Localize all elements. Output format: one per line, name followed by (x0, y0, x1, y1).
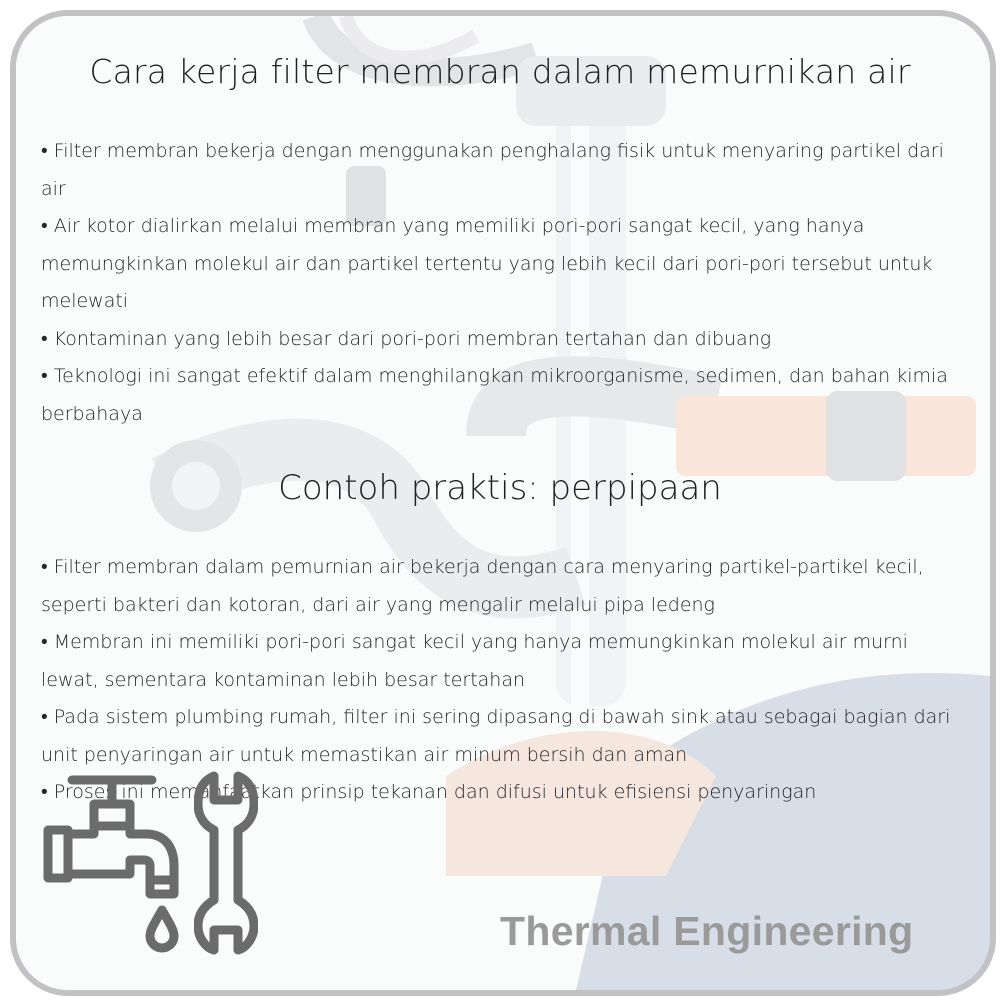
list-item: • Membran ini memiliki pori-pori sangat kecil yang hanya memungkinkan molekul air murni lewat, sementara kontaminan lebih besar tertahan (41, 624, 966, 699)
brand-watermark: Thermal Engineering (500, 908, 914, 954)
section-heading: Contoh praktis: perpipaan (278, 468, 722, 508)
page-title: Cara kerja filter membran dalam memurnikan air (89, 52, 911, 91)
list-item: • Pada sistem plumbing rumah, filter ini sering dipasang di bawah sink atau sebagai bagian dari unit penyaringan air untuk memastikan air minum bersih dan aman (41, 699, 966, 774)
list-item: • Filter membran bekerja dengan menggunakan penghalang fisik untuk menyaring partikel dari air (41, 133, 966, 208)
section-one-list (41, 133, 966, 433)
list-item: • Filter membran dalam pemurnian air bekerja dengan cara menyaring partikel-partikel kecil, seperti bakteri dan kotoran, dari air yang mengalir melalui pipa ledeng (41, 549, 966, 624)
list-item: • Air kotor dialirkan melalui membran yang memiliki pori-pori sangat kecil, yang hanya memungkinkan molekul air dan partikel tertentu yang lebih kecil dari pori-pori tersebut untuk melewati (41, 208, 966, 321)
faucet-icon (42, 770, 182, 965)
wrench-icon (194, 770, 258, 955)
list-item: • Teknologi ini sangat efektif dalam menghilangkan mikroorganisme, sedimen, dan bahan kimia berbahaya (41, 358, 966, 433)
list-item: • Kontaminan yang lebih besar dari pori-pori membran tertahan dan dibuang (41, 321, 966, 359)
list-item: • Proses ini memanfaatkan prinsip tekanan dan difusi untuk efisiensi penyaringan (41, 774, 966, 812)
